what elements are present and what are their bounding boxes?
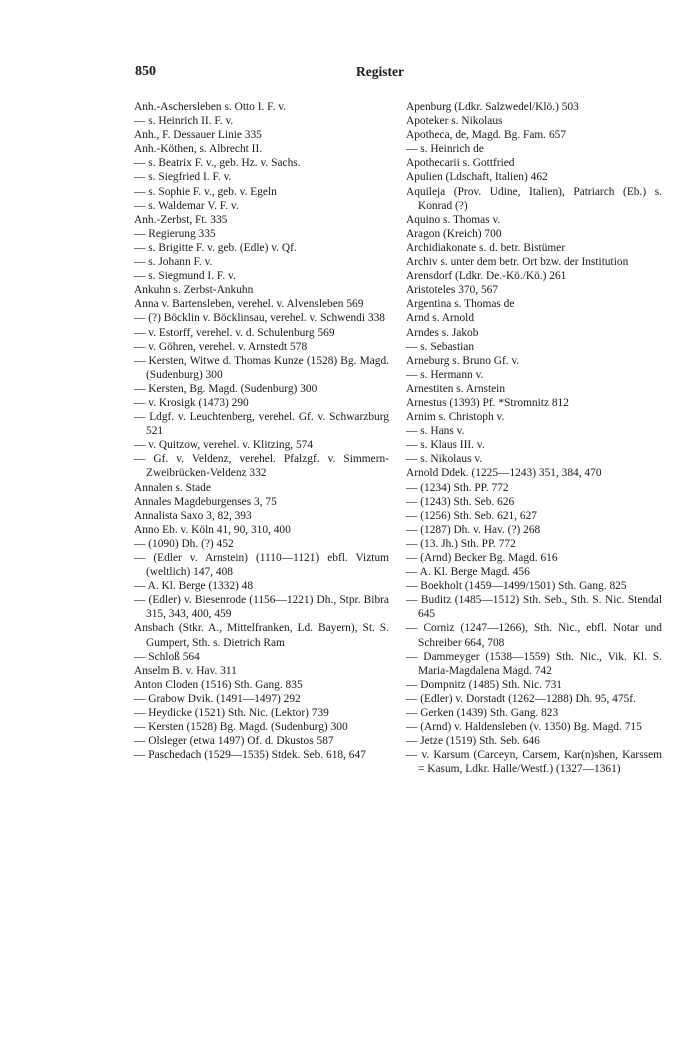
- index-entry: Aquino s. Thomas v.: [406, 213, 501, 226]
- index-entry: — v. Göhren, verehel. v. Arnstedt 578: [134, 340, 308, 353]
- index-entry: — (1256) Sth. Seb. 621, 627: [406, 509, 537, 522]
- index-entry: — s. Klaus III. v.: [406, 439, 485, 452]
- index-column-left: [134, 100, 389, 762]
- index-entry: Arnestiten s. Arnstein: [406, 382, 506, 395]
- index-entry: — Jetze (1519) Sth. Seb. 646: [406, 735, 540, 748]
- index-entry: Anh.-Zerbst, Ft. 335: [134, 213, 228, 226]
- index-entry: Arndes s. Jakob: [406, 326, 479, 339]
- index-entry: Annalista Saxo 3, 82, 393: [134, 509, 252, 522]
- index-entry: — (1243) Sth. Seb. 626: [406, 495, 515, 508]
- index-entry: — Gerken (1439) Sth. Gang. 823: [406, 707, 559, 720]
- index-entry: Anh.-Aschersleben s. Otto I. F. v.: [134, 101, 287, 113]
- index-entry: Aquileja (Prov. Udine, Italien), Patriarch (Eb.) s. Konrad (?): [406, 185, 662, 212]
- index-entry: — (Arnd) v. Haldensleben (v. 1350) Bg. Magd. 715: [406, 721, 642, 734]
- index-entry: — Gf. v. Veldenz, verehel. Pfalzgf. v. Simmern-Zweibrücken-Veldenz 332: [134, 453, 389, 480]
- index-entry: — Schloß 564: [134, 650, 200, 663]
- index-entry: Anselm B. v. Hav. 311: [134, 664, 237, 677]
- index-entry: — (Arnd) Becker Bg. Magd. 616: [406, 552, 558, 564]
- index-entry: — s. Siegmund I. F. v.: [134, 270, 236, 283]
- index-entry: — v. Quitzow, verehel. v. Klitzing, 574: [134, 439, 314, 452]
- index-entry: Arnold Ddek. (1225—1243) 351, 384, 470: [406, 467, 602, 480]
- index-entry: Arnestus (1393) Pf. *Stromnitz 812: [406, 396, 569, 409]
- page-number: 850: [135, 64, 156, 79]
- index-entry: Ankuhn s. Zerbst-Ankuhn: [134, 284, 254, 297]
- index-entry: Anh., F. Dessauer Linie 335: [134, 129, 262, 142]
- index-entry: Aragon (Kreich) 700: [406, 227, 502, 240]
- index-entry: Apenburg (Ldkr. Salzwedel/Klö.) 503: [406, 101, 579, 113]
- index-entry: — (1090) Dh. (?) 452: [134, 537, 234, 550]
- index-entry: — Corniz (1247—1266), Sth. Nic., ebfl. Notar und Schreiber 664, 708: [406, 622, 662, 649]
- index-entry: — Dammeyger (1538—1559) Sth. Nic., Vik. Kl. S. Maria-Magdalena Magd. 742: [406, 650, 662, 677]
- index-entry: — Paschedach (1529—1535) Stdek. Seb. 618, 647: [134, 749, 366, 762]
- index-entry: — s. Brigitte F. v. geb. (Edle) v. Qf.: [134, 241, 297, 254]
- index-entry: — s. Heinrich de: [406, 143, 484, 156]
- index-entry: Ansbach (Stkr. A., Mittelfranken, Ld. Bayern), St. S. Gumpert, Sth. s. Dietrich Ram: [134, 622, 389, 649]
- index-entry: — v. Karsum (Carceyn, Carsem, Kar(n)shen, Karssem = Kasum, Ldkr. Halle/Westf.) (1327—1361): [406, 749, 662, 776]
- index-entry: Argentina s. Thomas de: [406, 298, 515, 311]
- index-entry: — s. Beatrix F. v., geb. Hz. v. Sachs.: [134, 157, 301, 170]
- index-entry: Arnd s. Arnold: [406, 312, 475, 325]
- index-entry: Anton Cloden (1516) Sth. Gang. 835: [134, 678, 303, 691]
- index-entry: — Buditz (1485—1512) Sth. Seb., Sth. S. Nic. Stendal 645: [406, 594, 662, 621]
- index-entry: Arnim s. Christoph v.: [406, 411, 505, 424]
- index-column-right: [406, 100, 662, 777]
- index-entry: — Kersten, Witwe d. Thomas Kunze (1528) Bg. Magd. (Sudenburg) 300: [134, 354, 389, 381]
- index-entry: — s. Waldemar V. F. v.: [134, 199, 239, 212]
- index-entry: — A. Kl. Berge Magd. 456: [406, 566, 530, 579]
- index-entry: Apotheca, de, Magd. Bg. Fam. 657: [406, 129, 567, 142]
- index-entry: — (Edler) v. Dorstadt (1262—1288) Dh. 95, 475f.: [406, 692, 636, 705]
- index-entry: — Boekholt (1459—1499/1501) Sth. Gang. 825: [406, 580, 627, 593]
- index-entry: — s. Sophie F. v., geb. v. Egeln: [134, 185, 277, 198]
- running-head: Register: [356, 64, 404, 79]
- index-entry: — s. Hans v.: [406, 425, 465, 438]
- index-entry: — (?) Böcklin v. Böcklinsau, verehel. v. Schwendi 338: [134, 312, 385, 325]
- index-entry: Apoteker s. Nikolaus: [406, 115, 503, 128]
- index-entry: Annales Magdeburgenses 3, 75: [134, 495, 277, 508]
- index-entry: — s. Heinrich II. F. v.: [134, 115, 234, 128]
- index-entry: — Dompnitz (1485) Sth. Nic. 731: [406, 678, 562, 691]
- index-entry: — s. Sebastian: [406, 340, 475, 353]
- index-entry: — A. Kl. Berge (1332) 48: [134, 580, 254, 593]
- index-entry: — v. Krosigk (1473) 290: [134, 396, 249, 409]
- index-entry: — s. Hermann v.: [406, 368, 484, 381]
- index-entry: — v. Estorff, verehel. v. d. Schulenburg 569: [134, 326, 335, 339]
- index-entry: — (Edler v. Arnstein) (1110—1121) ebfl. Viztum (weltlich) 147, 408: [134, 552, 389, 579]
- index-entry: Arensdorf (Ldkr. De.-Kö./Kö.) 261: [406, 270, 567, 283]
- index-entry: — s. Nikolaus v.: [406, 453, 483, 466]
- index-entry: Archiv s. unter dem betr. Ort bzw. der Institution: [406, 256, 629, 269]
- index-entry: — Heydicke (1521) Sth. Nic. (Lektor) 739: [134, 707, 329, 720]
- index-entry: Anna v. Bartensleben, verehel. v. Alvensleben 569: [134, 298, 364, 311]
- index-entry: — Olsleger (etwa 1497) Of. d. Dkustos 587: [134, 735, 334, 748]
- index-entry: Arneburg s. Bruno Gf. v.: [406, 354, 520, 367]
- index-entry: — (Edler) v. Biesenrode (1156—1221) Dh., Stpr. Bibra 315, 343, 400, 459: [134, 594, 389, 621]
- index-entry: Annalen s. Stade: [134, 481, 211, 494]
- index-entry: Anh.-Köthen, s. Albrecht II.: [134, 143, 263, 156]
- index-entry: — Ldgf. v. Leuchtenberg, verehel. Gf. v. Schwarzburg 521: [134, 411, 389, 438]
- index-entry: — s. Johann F. v.: [134, 256, 213, 269]
- index-entry: — Kersten (1528) Bg. Magd. (Sudenburg) 300: [134, 721, 348, 734]
- index-entry: Apulien (Ldschaft, Italien) 462: [406, 171, 548, 184]
- index-entry: Anno Eb. v. Köln 41, 90, 310, 400: [134, 523, 291, 536]
- index-entry: Apothecarii s. Gottfried: [406, 157, 515, 170]
- index-entry: — Kersten, Bg. Magd. (Sudenburg) 300: [134, 382, 318, 395]
- index-entry: Aristoteles 370, 567: [406, 284, 499, 297]
- index-entry: — Grabow Dvik. (1491—1497) 292: [134, 692, 301, 705]
- index-entry: — (1234) Sth. PP. 772: [406, 481, 509, 494]
- index-entry: — Regierung 335: [134, 227, 216, 240]
- index-entry: Archidiakonate s. d. betr. Bistümer: [406, 241, 566, 254]
- index-entry: — (1287) Dh. v. Hav. (?) 268: [406, 523, 541, 536]
- index-entry: — (13. Jh.) Sth. PP. 772: [406, 537, 516, 550]
- index-entry: — s. Siegfried I. F. v.: [134, 171, 232, 184]
